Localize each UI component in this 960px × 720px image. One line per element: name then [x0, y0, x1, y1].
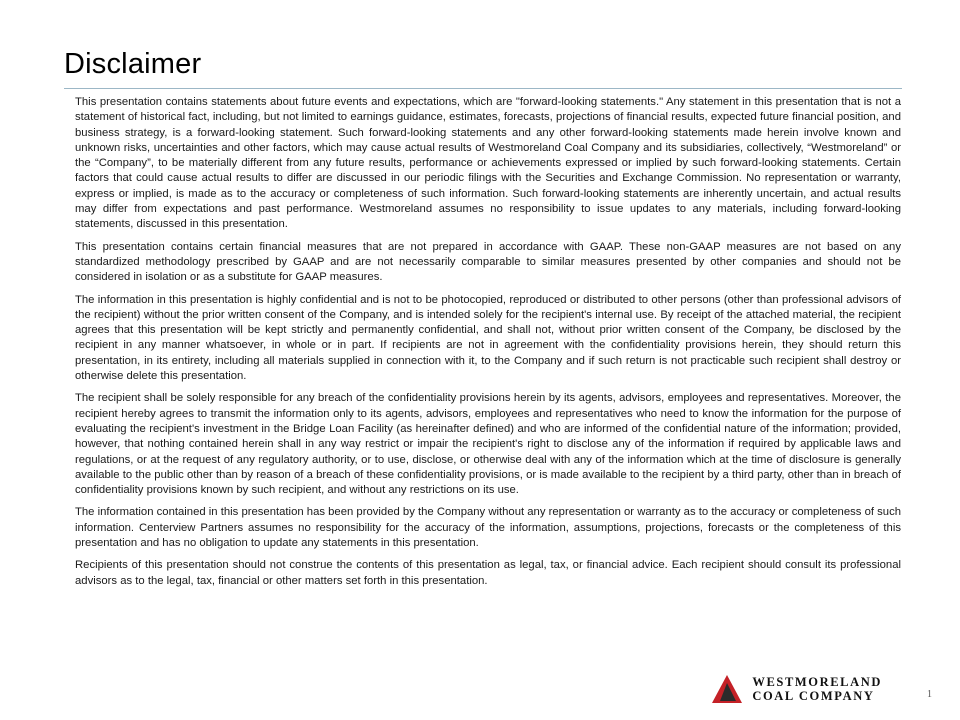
disclaimer-paragraph: Recipients of this presentation should not construe the contents of this presentation as legal, tax, or financial advice. Each recipient should consult its professional advisors as to the legal, tax, financial or other matters set forth in this presentation. — [75, 559, 901, 587]
disclaimer-paragraph: The recipient shall be solely responsible for any breach of the confidentiality provisions herein by its agents, advisors, employees and representatives. Moreover, the recipient hereby agrees to transmit the information only to its agents, advisors, employees and representatives who need to know the information for the purpose of evaluating the recipient's investment in the Bridge Loan Facility (as hereinafter defined) and who are informed of the confidential nature of the information; provided, however, that nothing contained herein shall in any way restrict or impair the recipient's right to disclose any of the information if required by applicable laws and regulations, or at the request of any regulatory authority, or to use, disclose, or otherwise deal with any of the information which at the time of disclosure is generally available to the public other than by reason of a breach of these confidentiality provisions, or is made available to the recipient by a third party, other than in breach of confidentiality provisions known by such recipient, and without any restrictions on its use. — [75, 392, 901, 497]
footer-logo — [711, 674, 882, 704]
logo-wordmark — [752, 675, 882, 703]
page-number: 1 — [927, 689, 932, 700]
disclaimer-paragraph: The information contained in this presentation has been provided by the Company without any representation or warranty as to the accuracy or completeness of such information. Centerview Partners assumes no responsibility for the accuracy of the information, assumptions, projections, forecasts or the completeness of this presentation and has no obligation to update any statements in this presentation. — [75, 506, 901, 550]
page-title: Disclaimer — [64, 48, 202, 80]
title-underline — [64, 88, 902, 89]
disclaimer-paragraph: This presentation contains statements about future events and expectations, which are "forward-looking statements." Any statement in this presentation that is not a statement of historical fact, including, but not limited to earnings guidance, estimates, forecasts, projections of financial results, expected future financial position, and business strategy, is a forward-looking statement. Such forward-looking statements and any other forward-looking statements made herein involve known and unknown risks, uncertainties and other factors, which may cause actual results of Westmoreland Coal Company and its subsidiaries, collectively, “Westmoreland” or the “Company”, to be materially different from any future results, performance or achievements expressed or implied by such forward-looking statements. Certain factors that could cause actual results to differ are discussed in our periodic filings with the Securities and Exchange Commission. No representation or warranty, express or implied, is made as to the accuracy or completeness of such information. Such forward-looking statements are inherently uncertain, and actual results may differ from expectations and past performance. Westmoreland assumes no responsibility to issue updates to any materials, including forward-looking statements, discussed in this presentation. — [75, 96, 901, 231]
logo-wordmark-line2: COAL COMPANY — [752, 689, 875, 703]
logo-wordmark-line1: WESTMORELAND — [752, 675, 882, 689]
westmoreland-triangle-logo-icon — [711, 674, 743, 704]
disclaimer-body — [75, 95, 901, 596]
disclaimer-paragraph: This presentation contains certain financial measures that are not prepared in accordance with GAAP. These non-GAAP measures are not based on any standardized methodology prescribed by GAAP and are not necessarily comparable to similar measures presented by other companies and should not be considered in isolation or as a substitute for GAAP measures. — [75, 240, 901, 284]
disclaimer-paragraph: The information in this presentation is highly confidential and is not to be photocopied, reproduced or distributed to other persons (other than professional advisors of the recipient) without the prior written consent of the Company, and is intended solely for the recipient's internal use. By receipt of the attached material, the recipient agrees that this presentation will be kept strictly and permanently confidential, and shall not, without prior written consent of the Company, be disclosed by the recipient in any manner whatsoever, in whole or in part. If recipients are not in agreement with the confidentiality provisions herein, they should return this presentation, in its entirety, including all materials supplied in connection with it, to the Company and if such return is not practicable such recipient shall destroy or otherwise delete this presentation. — [75, 293, 901, 383]
